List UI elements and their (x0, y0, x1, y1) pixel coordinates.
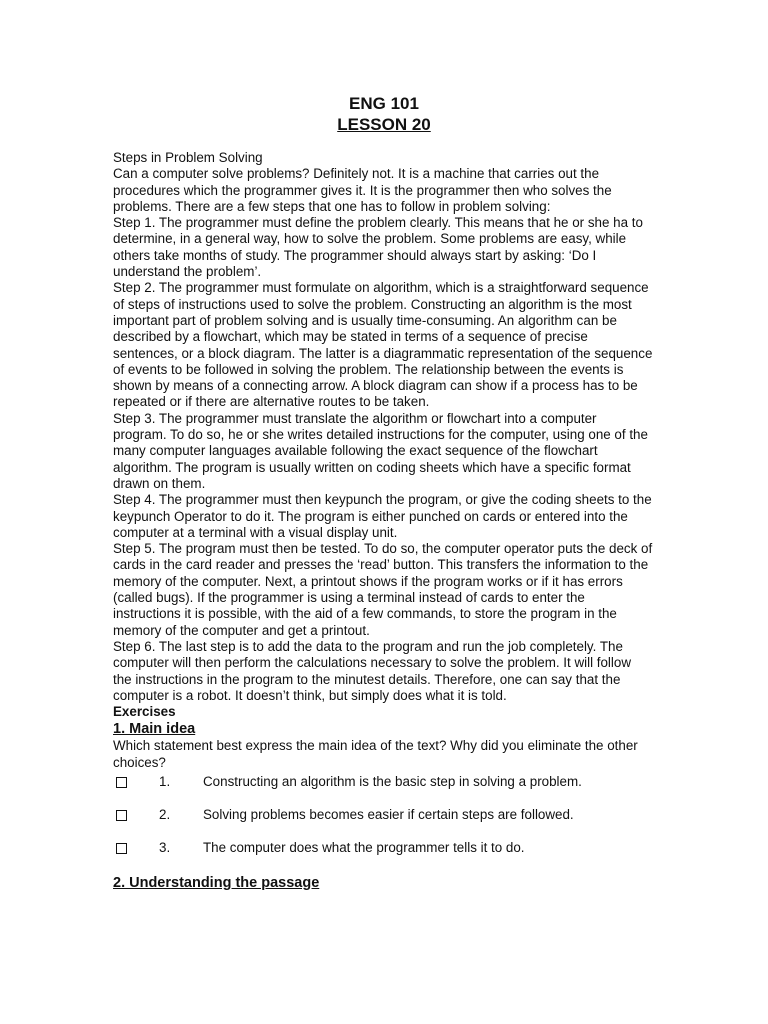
option-number: 2. (159, 807, 171, 822)
intro-paragraph: Can a computer solve problems? Definitely not. It is a machine that carries out the procedures which the programmer gives it. It is the programmer then who solves the problems. There are a few steps that one has to follow in problem solving: (113, 166, 612, 214)
option-checkbox[interactable] (116, 810, 127, 821)
lesson-body (113, 150, 653, 771)
step-4-paragraph: Step 4. The programmer must then keypunch the program, or give the coding sheets to the keypunch Operator to do it. The program is either punched on cards or entered into the computer at a terminal with a visual display unit. (113, 492, 652, 540)
main-idea-option-2[interactable] (116, 806, 574, 824)
option-checkbox[interactable] (116, 777, 127, 788)
step-1-paragraph: Step 1. The programmer must define the problem clearly. This means that he or she ha to determine, in a general way, how to solve the problem. Some problems are easy, while others take months of study. The programmer should always start by asking: ‘Do I understand the problem’. (113, 215, 643, 280)
lesson-title: LESSON 20 (337, 115, 431, 134)
exercises-label: Exercises (113, 704, 176, 720)
step-2-paragraph: Step 2. The programmer must formulate on algorithm, which is a straightforward sequence of steps of instructions used to solve the problem. Constructing an algorithm is the most important part of problem solving and is usually time-consuming. An algorithm can be described by a flowchart, which may be stated in terms of a sequence of precise sentences, or a block diagram. The latter is a diagrammatic representation of the sequence of events to be followed in solving the problem. The relationship between the events is shown by means of a connecting arrow. A block diagram can show if a process has to be repeated or if there are alternative routes to be taken. (113, 280, 653, 410)
option-checkbox[interactable] (116, 843, 127, 854)
understanding-heading: 2. Understanding the passage (113, 875, 320, 891)
main-idea-option-3[interactable] (116, 839, 525, 857)
option-text: The computer does what the programmer tells it to do. (203, 840, 525, 855)
main-idea-question: Which statement best express the main idea of the text? Why did you eliminate the other choices? (113, 738, 638, 770)
option-number: 1. (159, 774, 171, 789)
step-3-paragraph: Step 3. The programmer must translate the algorithm or flowchart into a computer program. To do so, he or she writes detailed instructions for the computer, using one of the many computer languages available following the exact sequence of the flowchart algorithm. The program is usually written on coding sheets which have a specific format drawn on them. (113, 410, 648, 491)
step-6-paragraph: Step 6. The last step is to add the data to the program and run the job completely. The computer will then perform the calculations necessary to solve the problem. It will follow the instructions in the program to the minutest details. Therefore, one can say that the computer is a robot. It doesn’t think, but simply does what it is told. (113, 638, 631, 703)
option-text: Constructing an algorithm is the basic step in solving a problem. (203, 774, 582, 789)
section-title: Steps in Problem Solving (113, 150, 263, 165)
option-number: 3. (159, 840, 171, 855)
main-idea-option-1[interactable] (116, 773, 582, 791)
option-text: Solving problems becomes easier if certain steps are followed. (203, 807, 574, 822)
course-title: ENG 101 (349, 94, 419, 113)
step-5-paragraph: Step 5. The program must then be tested. To do so, the computer operator puts the deck of cards in the card reader and presses the ‘read’ button. This transfers the information to the memory of the computer. Next, a printout shows if the program works or if it has errors (called bugs). If the programmer is using a terminal instead of cards to enter the instructions it is possible, with the aid of a few commands, to store the program in the memory of the computer and get a printout. (113, 541, 653, 638)
main-idea-heading: 1. Main idea (113, 721, 196, 738)
